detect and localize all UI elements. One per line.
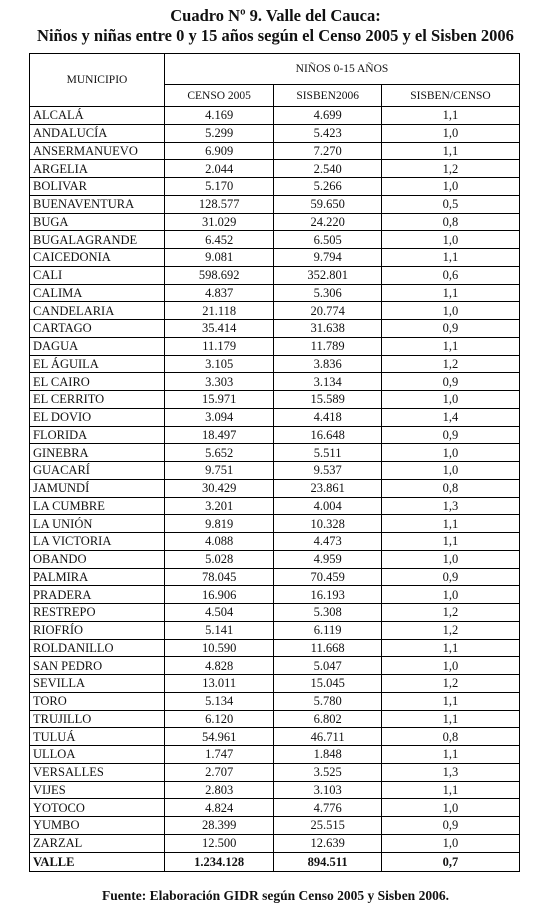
sisben-cell: 4.776 xyxy=(274,799,382,817)
ratio-cell: 1,0 xyxy=(381,586,519,604)
municipio-cell: DAGUA xyxy=(30,337,165,355)
municipio-cell: ALCALÁ xyxy=(30,107,165,125)
sisben-cell: 16.648 xyxy=(274,426,382,444)
municipio-cell: TORO xyxy=(30,692,165,710)
municipio-cell: VALLE xyxy=(30,852,165,871)
ratio-cell: 1,1 xyxy=(381,249,519,267)
ratio-cell: 0,7 xyxy=(381,852,519,871)
header-censo: CENSO 2005 xyxy=(165,85,274,107)
table-row xyxy=(30,604,520,622)
ratio-cell: 1,2 xyxy=(381,675,519,693)
municipio-cell: BUGALAGRANDE xyxy=(30,231,165,249)
ratio-cell: 1,0 xyxy=(381,444,519,462)
ratio-cell: 0,5 xyxy=(381,195,519,213)
censo-cell: 13.011 xyxy=(165,675,274,693)
sisben-cell: 5.780 xyxy=(274,692,382,710)
municipio-cell: SAN PEDRO xyxy=(30,657,165,675)
table-row xyxy=(30,320,520,338)
sisben-cell: 4.004 xyxy=(274,497,382,515)
ratio-cell: 0,9 xyxy=(381,426,519,444)
table-row xyxy=(30,533,520,551)
ratio-cell: 1,1 xyxy=(381,746,519,764)
municipio-cell: EL CERRITO xyxy=(30,391,165,409)
censo-cell: 4.169 xyxy=(165,107,274,125)
table-row xyxy=(30,302,520,320)
table-row xyxy=(30,213,520,231)
ratio-cell: 1,1 xyxy=(381,284,519,302)
ratio-cell: 1,1 xyxy=(381,107,519,125)
ratio-cell: 1,1 xyxy=(381,639,519,657)
censo-cell: 6.909 xyxy=(165,142,274,160)
table-row xyxy=(30,462,520,480)
table-row xyxy=(30,266,520,284)
table-body xyxy=(30,107,520,872)
censo-cell: 5.652 xyxy=(165,444,274,462)
sisben-cell: 59.650 xyxy=(274,195,382,213)
sisben-cell: 352.801 xyxy=(274,266,382,284)
municipio-cell: ARGELIA xyxy=(30,160,165,178)
municipio-cell: CAICEDONIA xyxy=(30,249,165,267)
ratio-cell: 1,1 xyxy=(381,710,519,728)
censo-cell: 16.906 xyxy=(165,586,274,604)
censo-cell: 5.141 xyxy=(165,621,274,639)
censo-cell: 12.500 xyxy=(165,834,274,852)
municipio-cell: PRADERA xyxy=(30,586,165,604)
sisben-cell: 6.505 xyxy=(274,231,382,249)
sisben-cell: 4.418 xyxy=(274,408,382,426)
sisben-cell: 11.668 xyxy=(274,639,382,657)
header-ratio: SISBEN/CENSO xyxy=(381,85,519,107)
ratio-cell: 1,4 xyxy=(381,408,519,426)
ratio-cell: 1,0 xyxy=(381,657,519,675)
sisben-cell: 5.308 xyxy=(274,604,382,622)
ratio-cell: 1,1 xyxy=(381,533,519,551)
municipio-cell: CARTAGO xyxy=(30,320,165,338)
censo-cell: 4.837 xyxy=(165,284,274,302)
municipio-cell: YUMBO xyxy=(30,817,165,835)
sisben-cell: 7.270 xyxy=(274,142,382,160)
ratio-cell: 0,9 xyxy=(381,817,519,835)
ratio-cell: 0,8 xyxy=(381,728,519,746)
data-table xyxy=(29,53,520,872)
table-row xyxy=(30,107,520,125)
censo-cell: 3.303 xyxy=(165,373,274,391)
sisben-cell: 46.711 xyxy=(274,728,382,746)
municipio-cell: CALIMA xyxy=(30,284,165,302)
sisben-cell: 15.589 xyxy=(274,391,382,409)
table-row xyxy=(30,710,520,728)
table-row xyxy=(30,142,520,160)
municipio-cell: LA CUMBRE xyxy=(30,497,165,515)
header-sisben: SISBEN2006 xyxy=(274,85,382,107)
ratio-cell: 0,8 xyxy=(381,213,519,231)
sisben-cell: 5.306 xyxy=(274,284,382,302)
sisben-cell: 4.473 xyxy=(274,533,382,551)
table-row xyxy=(30,746,520,764)
municipio-cell: TRUJILLO xyxy=(30,710,165,728)
table-row xyxy=(30,621,520,639)
municipio-cell: BOLIVAR xyxy=(30,178,165,196)
sisben-cell: 3.525 xyxy=(274,763,382,781)
table-row xyxy=(30,515,520,533)
table-row xyxy=(30,692,520,710)
sisben-cell: 3.134 xyxy=(274,373,382,391)
sisben-cell: 5.266 xyxy=(274,178,382,196)
sisben-cell: 1.848 xyxy=(274,746,382,764)
table-row xyxy=(30,337,520,355)
censo-cell: 30.429 xyxy=(165,479,274,497)
censo-cell: 2.044 xyxy=(165,160,274,178)
censo-cell: 128.577 xyxy=(165,195,274,213)
ratio-cell: 0,9 xyxy=(381,373,519,391)
ratio-cell: 1,1 xyxy=(381,337,519,355)
censo-cell: 4.828 xyxy=(165,657,274,675)
sisben-cell: 5.047 xyxy=(274,657,382,675)
sisben-cell: 4.699 xyxy=(274,107,382,125)
censo-cell: 9.751 xyxy=(165,462,274,480)
municipio-cell: YOTOCO xyxy=(30,799,165,817)
table-row xyxy=(30,550,520,568)
sisben-cell: 6.119 xyxy=(274,621,382,639)
table-row xyxy=(30,479,520,497)
ratio-cell: 1,1 xyxy=(381,781,519,799)
ratio-cell: 1,0 xyxy=(381,178,519,196)
table-row xyxy=(30,639,520,657)
sisben-cell: 20.774 xyxy=(274,302,382,320)
municipio-cell: CANDELARIA xyxy=(30,302,165,320)
ratio-cell: 1,1 xyxy=(381,515,519,533)
ratio-cell: 1,0 xyxy=(381,799,519,817)
municipio-cell: RESTREPO xyxy=(30,604,165,622)
sisben-cell: 9.537 xyxy=(274,462,382,480)
censo-cell: 4.824 xyxy=(165,799,274,817)
censo-cell: 4.504 xyxy=(165,604,274,622)
sisben-cell: 11.789 xyxy=(274,337,382,355)
censo-cell: 18.497 xyxy=(165,426,274,444)
censo-cell: 5.028 xyxy=(165,550,274,568)
table-subtitle: Niños y niñas entre 0 y 15 años según el Censo 2005 y el Sisben 2006 xyxy=(37,26,514,45)
municipio-cell: GINEBRA xyxy=(30,444,165,462)
censo-cell: 3.105 xyxy=(165,355,274,373)
municipio-cell: BUGA xyxy=(30,213,165,231)
table-row xyxy=(30,178,520,196)
censo-cell: 28.399 xyxy=(165,817,274,835)
censo-cell: 1.747 xyxy=(165,746,274,764)
table-row xyxy=(30,426,520,444)
municipio-cell: JAMUNDÍ xyxy=(30,479,165,497)
ratio-cell: 1,0 xyxy=(381,231,519,249)
table-row xyxy=(30,195,520,213)
censo-cell: 5.299 xyxy=(165,124,274,142)
ratio-cell: 1,1 xyxy=(381,142,519,160)
total-row xyxy=(30,852,520,871)
sisben-cell: 31.638 xyxy=(274,320,382,338)
table-row xyxy=(30,284,520,302)
ratio-cell: 1,3 xyxy=(381,763,519,781)
censo-cell: 4.088 xyxy=(165,533,274,551)
ratio-cell: 0,9 xyxy=(381,320,519,338)
censo-cell: 2.803 xyxy=(165,781,274,799)
ratio-cell: 0,8 xyxy=(381,479,519,497)
censo-cell: 2.707 xyxy=(165,763,274,781)
table-row xyxy=(30,444,520,462)
censo-cell: 54.961 xyxy=(165,728,274,746)
ratio-cell: 1,2 xyxy=(381,604,519,622)
censo-cell: 598.692 xyxy=(165,266,274,284)
source-note: Fuente: Elaboración GIDR según Censo 2005 y Sisben 2006. xyxy=(102,888,449,903)
header-group: NIÑOS 0-15 AÑOS xyxy=(165,54,520,85)
ratio-cell: 1,0 xyxy=(381,834,519,852)
censo-cell: 6.120 xyxy=(165,710,274,728)
municipio-cell: ZARZAL xyxy=(30,834,165,852)
municipio-cell: ULLOA xyxy=(30,746,165,764)
sisben-cell: 894.511 xyxy=(274,852,382,871)
table-row xyxy=(30,497,520,515)
sisben-cell: 3.836 xyxy=(274,355,382,373)
table-row xyxy=(30,373,520,391)
municipio-cell: ANDALUCÍA xyxy=(30,124,165,142)
municipio-cell: RIOFRÍO xyxy=(30,621,165,639)
censo-cell: 3.201 xyxy=(165,497,274,515)
censo-cell: 6.452 xyxy=(165,231,274,249)
sisben-cell: 24.220 xyxy=(274,213,382,231)
sisben-cell: 5.423 xyxy=(274,124,382,142)
ratio-cell: 1,3 xyxy=(381,497,519,515)
censo-cell: 15.971 xyxy=(165,391,274,409)
censo-cell: 5.134 xyxy=(165,692,274,710)
table-row xyxy=(30,817,520,835)
municipio-cell: FLORIDA xyxy=(30,426,165,444)
municipio-cell: GUACARÍ xyxy=(30,462,165,480)
censo-cell: 10.590 xyxy=(165,639,274,657)
table-row xyxy=(30,586,520,604)
sisben-cell: 6.802 xyxy=(274,710,382,728)
sisben-cell: 23.861 xyxy=(274,479,382,497)
municipio-cell: PALMIRA xyxy=(30,568,165,586)
table-row xyxy=(30,160,520,178)
municipio-cell: LA UNIÓN xyxy=(30,515,165,533)
censo-cell: 21.118 xyxy=(165,302,274,320)
ratio-cell: 1,0 xyxy=(381,462,519,480)
ratio-cell: 0,6 xyxy=(381,266,519,284)
censo-cell: 31.029 xyxy=(165,213,274,231)
sisben-cell: 3.103 xyxy=(274,781,382,799)
sisben-cell: 70.459 xyxy=(274,568,382,586)
table-row xyxy=(30,781,520,799)
sisben-cell: 2.540 xyxy=(274,160,382,178)
table-row xyxy=(30,675,520,693)
ratio-cell: 1,0 xyxy=(381,302,519,320)
municipio-cell: CALI xyxy=(30,266,165,284)
municipio-cell: ROLDANILLO xyxy=(30,639,165,657)
ratio-cell: 1,2 xyxy=(381,160,519,178)
censo-cell: 5.170 xyxy=(165,178,274,196)
censo-cell: 35.414 xyxy=(165,320,274,338)
table-row xyxy=(30,408,520,426)
censo-cell: 3.094 xyxy=(165,408,274,426)
censo-cell: 78.045 xyxy=(165,568,274,586)
sisben-cell: 9.794 xyxy=(274,249,382,267)
ratio-cell: 1,0 xyxy=(381,124,519,142)
censo-cell: 9.819 xyxy=(165,515,274,533)
ratio-cell: 0,9 xyxy=(381,568,519,586)
municipio-cell: VIJES xyxy=(30,781,165,799)
ratio-cell: 1,2 xyxy=(381,355,519,373)
censo-cell: 1.234.128 xyxy=(165,852,274,871)
municipio-cell: EL ÁGUILA xyxy=(30,355,165,373)
table-row xyxy=(30,728,520,746)
table-row xyxy=(30,124,520,142)
table-row xyxy=(30,799,520,817)
censo-cell: 9.081 xyxy=(165,249,274,267)
sisben-cell: 4.959 xyxy=(274,550,382,568)
municipio-cell: EL CAIRO xyxy=(30,373,165,391)
table-row xyxy=(30,834,520,852)
municipio-cell: VERSALLES xyxy=(30,763,165,781)
ratio-cell: 1,2 xyxy=(381,621,519,639)
sisben-cell: 5.511 xyxy=(274,444,382,462)
sisben-cell: 12.639 xyxy=(274,834,382,852)
ratio-cell: 1,0 xyxy=(381,550,519,568)
municipio-cell: BUENAVENTURA xyxy=(30,195,165,213)
municipio-cell: TULUÁ xyxy=(30,728,165,746)
table-row xyxy=(30,763,520,781)
table-row xyxy=(30,249,520,267)
ratio-cell: 1,1 xyxy=(381,692,519,710)
table-row xyxy=(30,231,520,249)
table-row xyxy=(30,657,520,675)
table-row xyxy=(30,355,520,373)
header-municipio: MUNICIPIO xyxy=(30,54,165,107)
table-row xyxy=(30,391,520,409)
municipio-cell: OBANDO xyxy=(30,550,165,568)
table-row xyxy=(30,568,520,586)
municipio-cell: EL DOVIO xyxy=(30,408,165,426)
sisben-cell: 15.045 xyxy=(274,675,382,693)
sisben-cell: 25.515 xyxy=(274,817,382,835)
table-title: Cuadro Nº 9. Valle del Cauca: xyxy=(170,6,381,25)
sisben-cell: 16.193 xyxy=(274,586,382,604)
censo-cell: 11.179 xyxy=(165,337,274,355)
municipio-cell: LA VICTORIA xyxy=(30,533,165,551)
municipio-cell: ANSERMANUEVO xyxy=(30,142,165,160)
municipio-cell: SEVILLA xyxy=(30,675,165,693)
ratio-cell: 1,0 xyxy=(381,391,519,409)
sisben-cell: 10.328 xyxy=(274,515,382,533)
